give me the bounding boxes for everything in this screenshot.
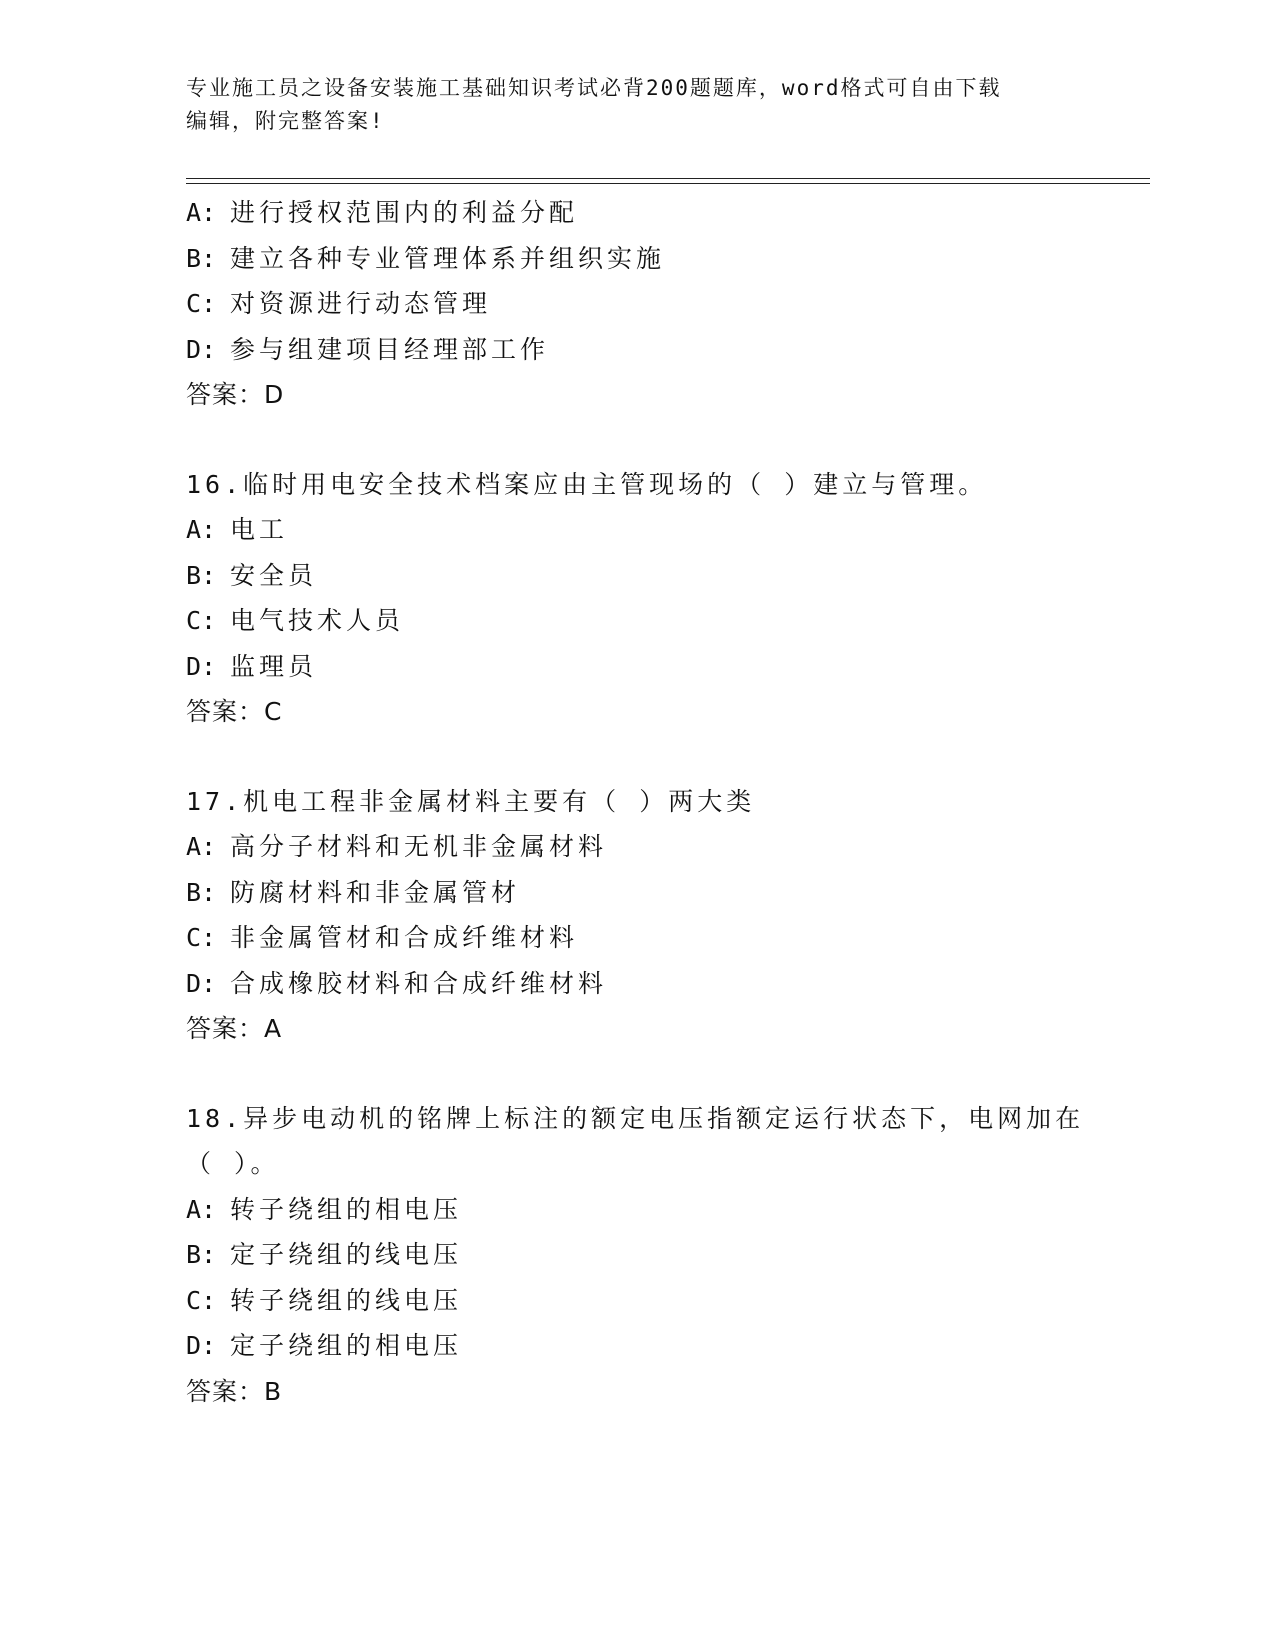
- option-key: B:: [186, 243, 217, 273]
- header-divider-top: [186, 178, 1150, 179]
- option-a: [186, 507, 1126, 553]
- option-a: [186, 1187, 1126, 1233]
- question-stem: 16.临时用电安全技术档案应由主管现场的（ ）建立与管理。: [186, 469, 988, 499]
- question-stem: 17.机电工程非金属材料主要有（ ）两大类: [186, 786, 756, 816]
- option-text: 转子绕组的线电压: [230, 1285, 463, 1315]
- answer-line: 答案：B: [186, 1376, 283, 1406]
- option-key: A:: [186, 515, 217, 544]
- option-d: [186, 327, 1126, 373]
- option-c: [186, 1278, 1126, 1324]
- option-c: [186, 598, 1126, 644]
- question-list: [186, 190, 1126, 1414]
- answer-line: 答案：A: [186, 1014, 283, 1043]
- option-text: 防腐材料和非金属管材: [230, 877, 521, 907]
- option-a: [186, 190, 1126, 236]
- option-c: [186, 915, 1126, 961]
- question-block-16: [186, 462, 1126, 735]
- document-header: [186, 72, 1086, 138]
- option-key: C:: [186, 923, 217, 952]
- option-key: D:: [186, 1331, 217, 1360]
- option-text: 监理员: [230, 651, 318, 681]
- question-block-18: [186, 1096, 1126, 1415]
- option-b: [186, 870, 1126, 916]
- option-a: [186, 824, 1126, 870]
- option-key: C:: [186, 1285, 217, 1315]
- option-text: 非金属管材和合成纤维材料: [230, 923, 579, 952]
- option-b: [186, 236, 1126, 282]
- option-text: 建立各种专业管理体系并组织实施: [230, 243, 666, 273]
- option-b: [186, 1232, 1126, 1278]
- header-divider-bottom: [186, 183, 1150, 184]
- option-key: B:: [186, 877, 217, 907]
- option-text: 进行授权范围内的利益分配: [230, 198, 579, 227]
- option-text: 合成橡胶材料和合成纤维材料: [230, 968, 608, 998]
- option-key: C:: [186, 606, 217, 635]
- option-key: D:: [186, 334, 217, 364]
- option-text: 参与组建项目经理部工作: [230, 334, 550, 364]
- option-text: 定子绕组的线电压: [230, 1240, 463, 1269]
- question-stem: 18.异步电动机的铭牌上标注的额定电压指额定运行状态下，电网加在: [186, 1103, 1085, 1133]
- option-b: [186, 553, 1126, 599]
- question-stem-continued: （ ）。: [186, 1149, 280, 1178]
- answer-line: 答案：C: [186, 697, 283, 726]
- option-text: 高分子材料和无机非金属材料: [230, 832, 608, 861]
- option-text: 定子绕组的相电压: [230, 1331, 463, 1360]
- option-d: [186, 644, 1126, 690]
- question-block-prev: [186, 190, 1126, 418]
- option-key: B:: [186, 560, 217, 590]
- option-key: C:: [186, 289, 217, 318]
- option-key: D:: [186, 651, 217, 681]
- answer-line: 答案：D: [186, 380, 285, 409]
- option-c: [186, 281, 1126, 327]
- option-d: [186, 1323, 1126, 1369]
- option-key: A:: [186, 198, 217, 227]
- option-text: 安全员: [230, 560, 318, 590]
- question-block-17: [186, 779, 1126, 1052]
- option-d: [186, 961, 1126, 1007]
- header-title-line-1: 专业施工员之设备安装施工基础知识考试必背200题题库，word格式可自由下载: [186, 76, 1002, 100]
- option-text: 电工: [230, 515, 289, 544]
- option-key: A:: [186, 1194, 217, 1224]
- option-key: B:: [186, 1240, 217, 1269]
- option-text: 转子绕组的相电压: [230, 1194, 463, 1224]
- option-text: 对资源进行动态管理: [230, 289, 492, 318]
- header-title-line-2: 编辑，附完整答案!: [186, 109, 385, 133]
- option-text: 电气技术人员: [230, 606, 405, 635]
- option-key: A:: [186, 832, 217, 861]
- option-key: D:: [186, 968, 217, 998]
